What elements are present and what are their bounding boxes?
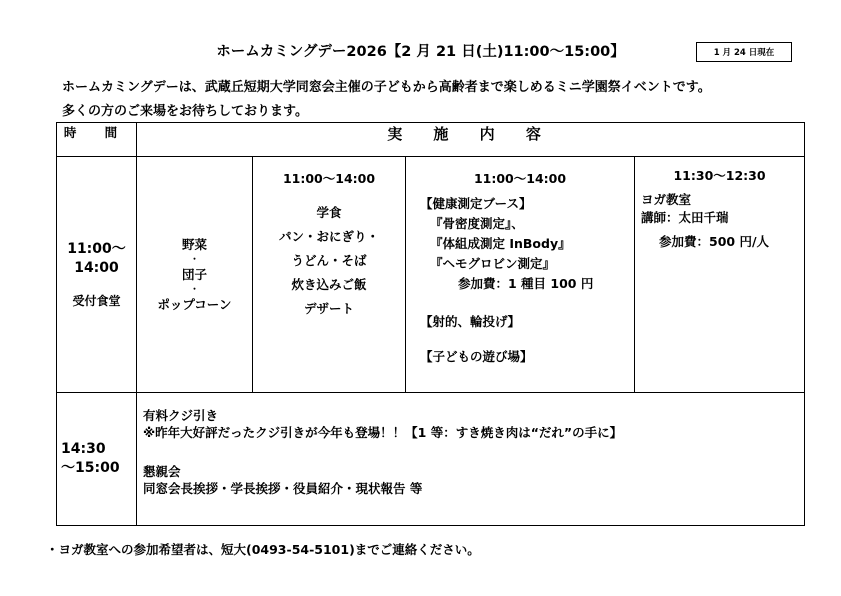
cafeteria-cell [253, 157, 406, 393]
kids-play-area: 【子どもの遊び場】 [420, 349, 533, 364]
row2-time-cell [57, 393, 137, 526]
snack-item: ポップコーン [157, 296, 232, 312]
health-line: 『ヘモグロビン測定』 [430, 256, 556, 271]
snack-separator: ・ [189, 254, 199, 265]
row2-time-end: 〜15:00 [61, 460, 120, 476]
snack-separator: ・ [189, 284, 199, 295]
page-title: ホームカミングデー2026【2 月 21 日(土)11:00〜15:00】 [216, 44, 625, 60]
lottery-title: 有料クジ引き [143, 408, 219, 423]
party-detail: 同窓会長挨拶・学長挨拶・役員紹介・現状報告 等 [143, 481, 423, 496]
intro-line-1: ホームカミングデーは、武蔵丘短期大学同窓会主催の子どもから高齢者まで楽しめるミニ学園祭イベントです。 [62, 80, 711, 95]
health-line: 【健康測定ブース】 [420, 196, 532, 211]
row2-content-cell [137, 393, 805, 526]
header-time: 時 間 [57, 123, 137, 157]
health-fee: 参加費：1 種目 100 円 [458, 276, 594, 291]
row1-location: 受付食堂 [72, 294, 121, 308]
lottery-note: ※昨年大好評だったクジ引きが今年も登場！！【1 等：すき焼き肉は“だれ”の手に】 [143, 425, 623, 440]
snack-cell [137, 157, 253, 393]
party-title: 懇親会 [143, 464, 181, 479]
header-row [57, 123, 805, 157]
row2-time-start: 14:30 [61, 441, 106, 457]
header-content: 実 施 内 容 [137, 123, 805, 157]
cafeteria-item: うどん・そば [291, 253, 367, 268]
shooting-game: 【射的、輪投げ】 [420, 314, 521, 329]
snack-item: 団子 [181, 266, 207, 282]
snack-item: 野菜 [181, 236, 207, 252]
health-time: 11:00〜14:00 [473, 171, 567, 186]
cafeteria-item: 炊き込みご飯 [291, 277, 367, 292]
yoga-cell [635, 157, 805, 393]
cafeteria-time: 11:00〜14:00 [282, 171, 376, 186]
health-line: 『骨密度測定』、 [430, 216, 524, 231]
yoga-title: ヨガ教室 [641, 192, 692, 207]
cafeteria-item: デザート [303, 301, 354, 316]
health-line: 『体組成測定 InBody』 [430, 236, 571, 251]
cafeteria-item: パン・おにぎり・ [278, 229, 379, 244]
table-row [57, 393, 805, 526]
as-of-date-box: 1 月 24 日現在 [696, 42, 792, 62]
cafeteria-item: 学食 [316, 205, 342, 220]
intro-text [62, 76, 832, 124]
yoga-teacher: 講師：太田千瑞 [641, 210, 729, 225]
yoga-time: 11:30〜12:30 [673, 168, 766, 183]
yoga-fee: 参加費：500 円/人 [659, 234, 770, 249]
intro-line-2: 多くの方のご来場をお待ちしております。 [62, 104, 308, 119]
row1-time-start: 11:00〜 [67, 241, 126, 257]
footnote: ・ヨガ教室への参加希望者は、短大(0493-54-5101)までご連絡ください。 [46, 542, 480, 557]
health-booth-cell [406, 157, 635, 393]
row1-time-end: 14:00 [74, 260, 119, 276]
row1-time-cell [57, 157, 137, 393]
table-row [57, 157, 805, 393]
schedule-table [56, 122, 805, 526]
